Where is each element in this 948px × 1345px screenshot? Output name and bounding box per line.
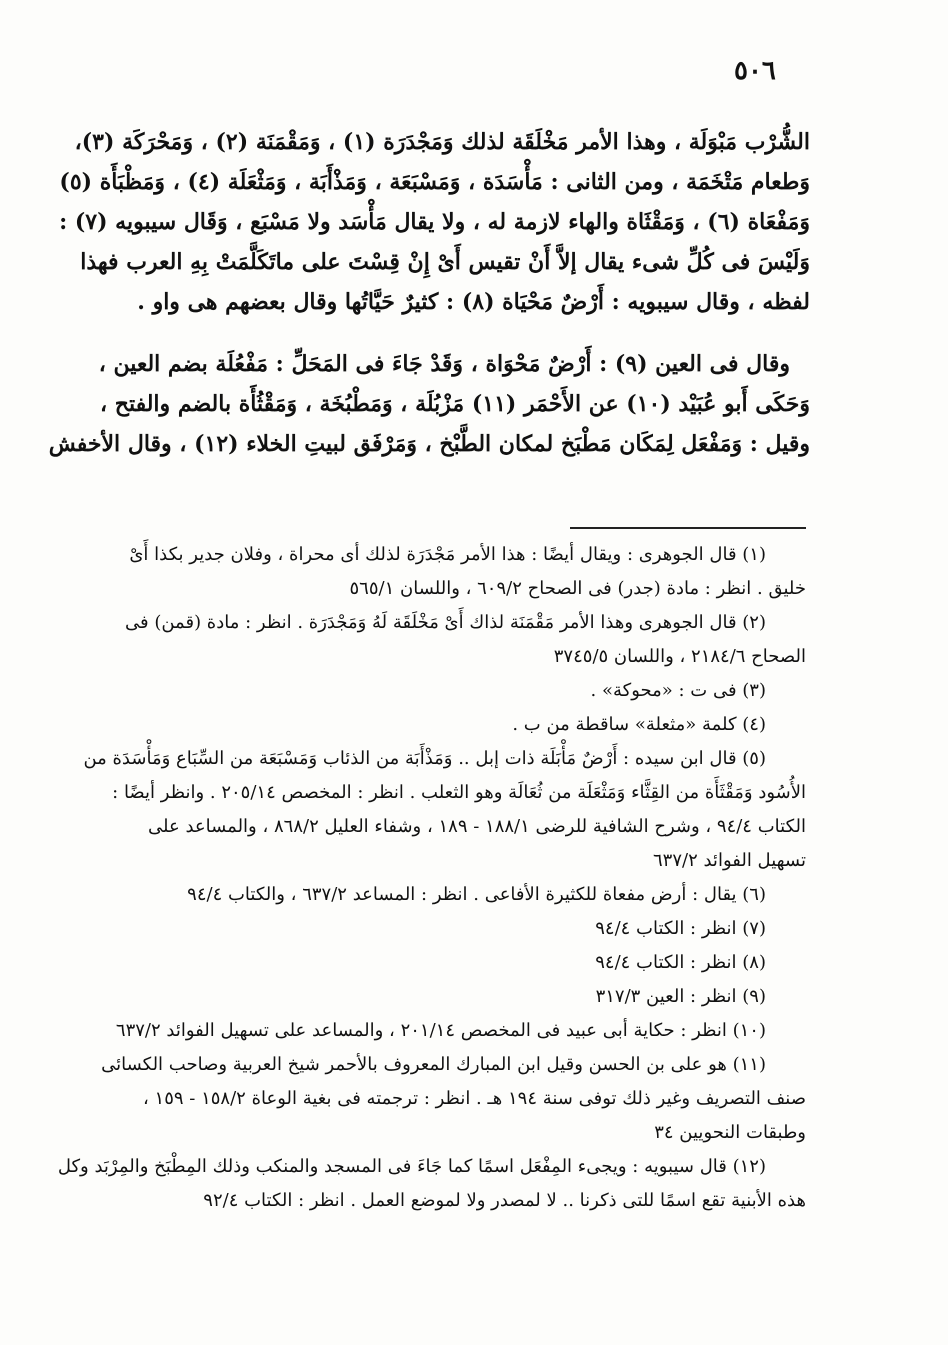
main-text-line: وقيل : وَمَفْعَل لِمَكَان مَطْبَخ لمكان الطَّبْخ ، وَمَرْفَق لبيتِ الخلاء (١٢) ، وقال الأخفش (48, 431, 810, 457)
footnote-7: (٧) انظر : الكتاب ٩٤/٤ (595, 918, 766, 939)
main-text-line: وَمَفْعَاة (٦) ، وَمَقْثَاة والهاء لازمة له ، ولا يقال مَأْسَد ولا مَسْبَع ، وَقَال سيبويه (٧) : (59, 209, 810, 235)
footnote-11-cont: صنف التصريف وغير ذلك توفى سنة ١٩٤ هـ . انظر : ترجمته فى بغية الوعاة ١٥٨/٢ - ١٥٩ ، (143, 1088, 806, 1109)
footnote-separator (570, 527, 806, 529)
footnote-9: (٩) انظر : العين ٣١٧/٣ (595, 986, 766, 1007)
footnote-5-cont: الأُسُود وَمَقْثَأَة من القِثَّاء وَمَثْعَلَة من ثُعَالَة وهو الثعلب . انظر : المخصص ٢٠٥/١٤ . وانظر أيضًا : (112, 782, 806, 803)
main-text-line: وَحَكَى أَبو عُبَيْد (١٠) عن الأَحْمَر (١١) مَزْبُلَة ، وَمَطْبُخَة ، وَمَقْثُأَة بالضم والفتح ، (100, 391, 810, 417)
main-text-line: لفظه ، وقال سيبويه : أَرْضٌ مَحْيَاة (٨) : كثيرٌ حَيَّاتُها وقال بعضهم هى واو . (137, 289, 810, 315)
footnote-1-cont: خليق . انظر : مادة (جدر) فى الصحاح ٦٠٩/٢ ، واللسان ٥٦٥/١ (349, 578, 806, 599)
footnote-2: (٢) قال الجوهرى وهذا الأمر مَقْمَنَة لذاك أَىْ مَخْلَقَة لَهُ وَمَجْدَرَة . انظر : مادة (قمن) فى (125, 612, 766, 633)
main-text-line: وَلَيْسَ فى كُلِّ شىء يقال إلاَّ أَنْ تقيس أَىْ إِنْ قِسْتَ على ماتَكَلَّمَتْ بِهِ العرب فهذا (80, 249, 810, 275)
paragraph-gap (110, 322, 810, 344)
footnote-2-cont: الصحاح ٢١٨٤/٦ ، واللسان ٣٧٤٥/٥ (553, 646, 806, 667)
footnote-5-cont: الكتاب ٩٤/٤ ، وشرح الشافية للرضى ١٨٨/١ - ١٨٩ ، وشفاء العليل ٨٦٨/٢ ، والمساعد على (148, 816, 806, 837)
footnote-5: (٥) قال ابن سيده : أَرْضٌ مَأْبَلَة ذات إبل .. وَمَذْأَبَة من الذئاب وَمَسْبَعَة من السِّبَاع وَمَأْسَدَة من (83, 748, 766, 769)
footnote-11: (١١) هو على بن الحسن وقيل ابن المبارك المعروف بالأحمر شيخ العربية وصاحب الكسائى (101, 1054, 766, 1075)
footnote-3: (٣) فى ت : «محوكة» . (590, 680, 766, 701)
footnote-11-cont: وطبقات النحويين ٣٤ (654, 1122, 806, 1143)
main-text-line: وَطعام مَتْخَمَة ، ومن الثانى : مَأْسَدَة ، وَمَسْبَعَة ، وَمَذْأَبَة ، وَمَثْعَلَة (٤) ، وَمَظْبَأَة (٥) (59, 169, 810, 195)
main-text-line: الشُّرْب مَبْوَلَة ، وهذا الأمر مَخْلَقَة لذلك وَمَجْدَرَة (١) ، وَمَقْمَنَة (٢) ، وَمَحْرَكَة (٣)، (74, 129, 810, 155)
footnote-5-cont: تسهيل الفوائد ٦٣٧/٢ (653, 850, 806, 871)
footnote-12-cont: هذه الأبنية تقع اسمًا للتى ذكرنا .. لا لمصدر ولا لموضع العمل . انظر : الكتاب ٩٢/٤ (203, 1190, 806, 1211)
footnote-8: (٨) انظر : الكتاب ٩٤/٤ (595, 952, 766, 973)
footnote-1: (١) قال الجوهرى : ويقال أيضًا : هذا الأمر مَجْدَرَة لذلك أى محراة ، وفلان جدير بكذا أَىْ (129, 544, 766, 565)
page-number: ٥٠٦ (734, 56, 776, 86)
footnotes (57, 538, 806, 1218)
footnote-6: (٦) يقال : أرض مفعاة للكثيرة الأفاعى . انظر : المساعد ٦٣٧/٢ ، والكتاب ٩٤/٤ (187, 884, 766, 905)
footnote-12: (١٢) قال سيبويه : ويجىء المِفْعَل اسمًا كما جَاءَ فى المسجد والمنكب وذلك المِطْبَخ والمِرْبَد وكل (57, 1156, 766, 1177)
footnote-4: (٤) كلمة «مثعلة» ساقطة من ب . (512, 714, 766, 735)
main-text-line: وقال فى العين (٩) : أَرْضٌ مَحْوَاة ، وَقَدْ جَاءَ فى المَحَلِّ : مَفْعُلَة بضم العين ، (98, 351, 790, 377)
footnote-10: (١٠) انظر : حكاية أبى عبيد فى المخصص ٢٠١/١٤ ، والمساعد على تسهيل الفوائد ٦٣٧/٢ (115, 1020, 766, 1041)
main-text (48, 122, 810, 464)
